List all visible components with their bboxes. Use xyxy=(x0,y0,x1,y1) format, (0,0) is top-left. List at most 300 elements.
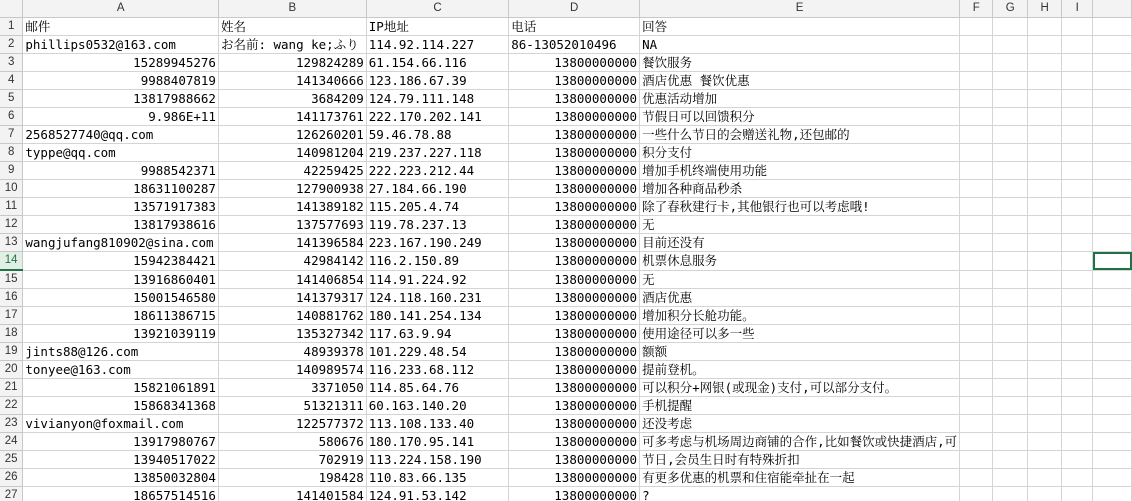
cell-j[interactable] xyxy=(1093,126,1132,144)
cell-h[interactable] xyxy=(1028,343,1062,361)
cell-h[interactable] xyxy=(1028,433,1062,451)
cell-d[interactable]: 13800000000 xyxy=(509,144,640,162)
cell-c[interactable]: 222.170.202.141 xyxy=(366,108,508,126)
row-header[interactable]: 24 xyxy=(0,433,23,451)
cell-d[interactable]: 86-13052010496 xyxy=(509,36,640,54)
cell-a[interactable]: 18657514516 xyxy=(23,487,219,501)
cell-i[interactable] xyxy=(1062,198,1093,216)
cell-a[interactable]: 15868341368 xyxy=(23,397,219,415)
column-header-j[interactable] xyxy=(1093,0,1132,18)
cell-a[interactable]: 2568527740@qq.com xyxy=(23,126,219,144)
cell-a[interactable]: 15942384421 xyxy=(23,252,219,271)
cell-e[interactable]: NA xyxy=(640,36,960,54)
cell-e[interactable]: 一些什么节日的会赠送礼物,还包邮的 xyxy=(640,126,960,144)
column-header-f[interactable]: F xyxy=(960,0,993,18)
cell-i[interactable] xyxy=(1062,469,1093,487)
cell-f[interactable] xyxy=(960,54,993,72)
cell-d[interactable]: 13800000000 xyxy=(509,361,640,379)
cell-i[interactable] xyxy=(1062,397,1093,415)
cell-f[interactable] xyxy=(960,379,993,397)
cell-i[interactable] xyxy=(1062,180,1093,198)
cell-f[interactable] xyxy=(960,198,993,216)
cell-e[interactable]: 除了春秋建行卡,其他银行也可以考虑哦! xyxy=(640,198,960,216)
cell-g[interactable] xyxy=(993,234,1028,252)
cell-f[interactable] xyxy=(960,289,993,307)
cell-g[interactable] xyxy=(993,90,1028,108)
cell-g[interactable] xyxy=(993,397,1028,415)
cell-b[interactable]: 135327342 xyxy=(218,325,366,343)
cell-c[interactable]: 61.154.66.116 xyxy=(366,54,508,72)
cell-d[interactable]: 13800000000 xyxy=(509,126,640,144)
cell-f[interactable] xyxy=(960,433,993,451)
cell-h[interactable] xyxy=(1028,487,1062,501)
cell-j[interactable] xyxy=(1093,379,1132,397)
cell-i[interactable] xyxy=(1062,270,1093,289)
cell-d[interactable]: 13800000000 xyxy=(509,397,640,415)
cell-g[interactable] xyxy=(993,216,1028,234)
cell-b[interactable]: 140981204 xyxy=(218,144,366,162)
cell-j[interactable] xyxy=(1093,361,1132,379)
cell-f[interactable] xyxy=(960,180,993,198)
cell-a[interactable]: 13940517022 xyxy=(23,451,219,469)
cell-a[interactable]: 邮件 xyxy=(23,18,219,36)
cell-c[interactable]: 115.205.4.74 xyxy=(366,198,508,216)
cell-h[interactable] xyxy=(1028,180,1062,198)
cell-d[interactable]: 13800000000 xyxy=(509,415,640,433)
row-header[interactable]: 4 xyxy=(0,72,23,90)
cell-h[interactable] xyxy=(1028,36,1062,54)
cell-j[interactable] xyxy=(1093,72,1132,90)
row-header[interactable]: 19 xyxy=(0,343,23,361)
cell-f[interactable] xyxy=(960,108,993,126)
cell-b[interactable]: 580676 xyxy=(218,433,366,451)
cell-f[interactable] xyxy=(960,126,993,144)
cell-b[interactable]: 3684209 xyxy=(218,90,366,108)
cell-g[interactable] xyxy=(993,54,1028,72)
cell-g[interactable] xyxy=(993,289,1028,307)
cell-j[interactable] xyxy=(1093,270,1132,289)
cell-f[interactable] xyxy=(960,397,993,415)
cell-e[interactable]: 可多考虑与机场周边商铺的合作,比如餐饮或快捷酒店,可 xyxy=(640,433,960,451)
cell-h[interactable] xyxy=(1028,397,1062,415)
cell-c[interactable]: 116.2.150.89 xyxy=(366,252,508,271)
cell-b[interactable]: 141379317 xyxy=(218,289,366,307)
cell-g[interactable] xyxy=(993,307,1028,325)
cell-e[interactable]: 机票休息服务 xyxy=(640,252,960,271)
cell-e[interactable]: 无 xyxy=(640,216,960,234)
cell-d[interactable]: 13800000000 xyxy=(509,433,640,451)
row-header[interactable]: 15 xyxy=(0,270,23,289)
cell-b[interactable]: 137577693 xyxy=(218,216,366,234)
cell-b[interactable]: 140989574 xyxy=(218,361,366,379)
cell-g[interactable] xyxy=(993,379,1028,397)
cell-j[interactable] xyxy=(1093,162,1132,180)
cell-i[interactable] xyxy=(1062,108,1093,126)
active-cell[interactable] xyxy=(1093,252,1132,271)
cell-c[interactable]: 124.91.53.142 xyxy=(366,487,508,501)
cell-b[interactable]: 141396584 xyxy=(218,234,366,252)
cell-c[interactable]: 222.223.212.44 xyxy=(366,162,508,180)
cell-h[interactable] xyxy=(1028,325,1062,343)
row-header[interactable]: 12 xyxy=(0,216,23,234)
cell-i[interactable] xyxy=(1062,325,1093,343)
cell-f[interactable] xyxy=(960,325,993,343)
cell-c[interactable]: 180.170.95.141 xyxy=(366,433,508,451)
cell-e[interactable]: 手机提醒 xyxy=(640,397,960,415)
cell-j[interactable] xyxy=(1093,144,1132,162)
row-header[interactable]: 3 xyxy=(0,54,23,72)
cell-d[interactable]: 13800000000 xyxy=(509,343,640,361)
row-header[interactable]: 23 xyxy=(0,415,23,433)
cell-h[interactable] xyxy=(1028,469,1062,487)
cell-j[interactable] xyxy=(1093,90,1132,108)
column-header-e[interactable]: E xyxy=(640,0,960,18)
cell-i[interactable] xyxy=(1062,234,1093,252)
cell-e[interactable]: ? xyxy=(640,487,960,501)
cell-b[interactable]: 141406854 xyxy=(218,270,366,289)
cell-i[interactable] xyxy=(1062,18,1093,36)
cell-g[interactable] xyxy=(993,198,1028,216)
cell-h[interactable] xyxy=(1028,252,1062,271)
row-header[interactable]: 1 xyxy=(0,18,23,36)
cell-h[interactable] xyxy=(1028,234,1062,252)
cell-d[interactable]: 13800000000 xyxy=(509,54,640,72)
cell-g[interactable] xyxy=(993,469,1028,487)
cell-h[interactable] xyxy=(1028,90,1062,108)
cell-g[interactable] xyxy=(993,72,1028,90)
cell-b[interactable]: 141173761 xyxy=(218,108,366,126)
cell-h[interactable] xyxy=(1028,415,1062,433)
row-header[interactable]: 11 xyxy=(0,198,23,216)
row-header[interactable]: 2 xyxy=(0,36,23,54)
cell-a[interactable]: 13817938616 xyxy=(23,216,219,234)
cell-b[interactable]: 141389182 xyxy=(218,198,366,216)
cell-f[interactable] xyxy=(960,415,993,433)
cell-a[interactable]: vivianyon@foxmail.com xyxy=(23,415,219,433)
cell-f[interactable] xyxy=(960,234,993,252)
cell-a[interactable]: tonyee@163.com xyxy=(23,361,219,379)
cell-f[interactable] xyxy=(960,361,993,379)
cell-d[interactable]: 13800000000 xyxy=(509,234,640,252)
cell-a[interactable]: 18631100287 xyxy=(23,180,219,198)
cell-c[interactable]: 60.163.140.20 xyxy=(366,397,508,415)
cell-h[interactable] xyxy=(1028,270,1062,289)
row-header[interactable]: 10 xyxy=(0,180,23,198)
cell-c[interactable]: 123.186.67.39 xyxy=(366,72,508,90)
cell-c[interactable]: 124.118.160.231 xyxy=(366,289,508,307)
cell-b[interactable]: 198428 xyxy=(218,469,366,487)
cell-j[interactable] xyxy=(1093,198,1132,216)
cell-i[interactable] xyxy=(1062,72,1093,90)
cell-i[interactable] xyxy=(1062,54,1093,72)
cell-c[interactable]: 114.85.64.76 xyxy=(366,379,508,397)
cell-d[interactable]: 13800000000 xyxy=(509,487,640,501)
cell-g[interactable] xyxy=(993,361,1028,379)
cell-j[interactable] xyxy=(1093,289,1132,307)
cell-i[interactable] xyxy=(1062,343,1093,361)
cell-h[interactable] xyxy=(1028,18,1062,36)
cell-a[interactable]: 9988542371 xyxy=(23,162,219,180)
cell-b[interactable]: 48939378 xyxy=(218,343,366,361)
cell-d[interactable]: 13800000000 xyxy=(509,451,640,469)
cell-j[interactable] xyxy=(1093,180,1132,198)
cell-c[interactable]: 119.78.237.13 xyxy=(366,216,508,234)
cell-j[interactable] xyxy=(1093,397,1132,415)
cell-c[interactable]: 180.141.254.134 xyxy=(366,307,508,325)
row-header[interactable]: 16 xyxy=(0,289,23,307)
cell-b[interactable]: 3371050 xyxy=(218,379,366,397)
cell-g[interactable] xyxy=(993,433,1028,451)
cell-h[interactable] xyxy=(1028,162,1062,180)
cell-j[interactable] xyxy=(1093,36,1132,54)
cell-h[interactable] xyxy=(1028,108,1062,126)
cell-f[interactable] xyxy=(960,451,993,469)
cell-a[interactable]: 13921039119 xyxy=(23,325,219,343)
cell-e[interactable]: 积分支付 xyxy=(640,144,960,162)
column-header-i[interactable]: I xyxy=(1062,0,1093,18)
row-header[interactable]: 18 xyxy=(0,325,23,343)
cell-g[interactable] xyxy=(993,162,1028,180)
cell-i[interactable] xyxy=(1062,216,1093,234)
row-header[interactable]: 26 xyxy=(0,469,23,487)
row-header[interactable]: 21 xyxy=(0,379,23,397)
cell-a[interactable]: 9.986E+11 xyxy=(23,108,219,126)
cell-c[interactable]: 27.184.66.190 xyxy=(366,180,508,198)
cell-f[interactable] xyxy=(960,307,993,325)
cell-i[interactable] xyxy=(1062,162,1093,180)
cell-e[interactable]: 增加积分长舱功能。 xyxy=(640,307,960,325)
row-header[interactable]: 13 xyxy=(0,234,23,252)
cell-a[interactable]: 9988407819 xyxy=(23,72,219,90)
cell-g[interactable] xyxy=(993,415,1028,433)
cell-j[interactable] xyxy=(1093,216,1132,234)
cell-g[interactable] xyxy=(993,180,1028,198)
cell-d[interactable]: 13800000000 xyxy=(509,307,640,325)
cell-j[interactable] xyxy=(1093,433,1132,451)
cell-d[interactable]: 13800000000 xyxy=(509,180,640,198)
cell-a[interactable]: wangjufang810902@sina.com xyxy=(23,234,219,252)
cell-g[interactable] xyxy=(993,126,1028,144)
column-header-b[interactable]: B xyxy=(218,0,366,18)
cell-b[interactable]: 702919 xyxy=(218,451,366,469)
cell-i[interactable] xyxy=(1062,36,1093,54)
cell-c[interactable]: 114.92.114.227 xyxy=(366,36,508,54)
cell-d[interactable]: 13800000000 xyxy=(509,270,640,289)
cell-j[interactable] xyxy=(1093,234,1132,252)
cell-d[interactable]: 13800000000 xyxy=(509,289,640,307)
cell-e[interactable]: 优惠活动增加 xyxy=(640,90,960,108)
cell-h[interactable] xyxy=(1028,72,1062,90)
cell-f[interactable] xyxy=(960,487,993,501)
cell-a[interactable]: jints88@126.com xyxy=(23,343,219,361)
cell-i[interactable] xyxy=(1062,126,1093,144)
row-header[interactable]: 7 xyxy=(0,126,23,144)
cell-a[interactable]: 15289945276 xyxy=(23,54,219,72)
cell-g[interactable] xyxy=(993,270,1028,289)
row-header[interactable]: 22 xyxy=(0,397,23,415)
column-header-c[interactable]: C xyxy=(366,0,508,18)
cell-h[interactable] xyxy=(1028,451,1062,469)
cell-j[interactable] xyxy=(1093,469,1132,487)
cell-d[interactable]: 13800000000 xyxy=(509,216,640,234)
row-header[interactable]: 5 xyxy=(0,90,23,108)
cell-e[interactable]: 可以积分+网银(或现金)支付,可以部分支付。 xyxy=(640,379,960,397)
cell-e[interactable]: 回答 xyxy=(640,18,960,36)
cell-i[interactable] xyxy=(1062,144,1093,162)
cell-c[interactable]: 113.224.158.190 xyxy=(366,451,508,469)
cell-e[interactable]: 酒店优惠 xyxy=(640,289,960,307)
cell-h[interactable] xyxy=(1028,126,1062,144)
cell-a[interactable]: phillips0532@163.com xyxy=(23,36,219,54)
cell-d[interactable]: 13800000000 xyxy=(509,90,640,108)
cell-b[interactable]: お名前: wang ke;ふり xyxy=(218,36,366,54)
row-header[interactable]: 17 xyxy=(0,307,23,325)
cell-b[interactable]: 141401584 xyxy=(218,487,366,501)
cell-h[interactable] xyxy=(1028,216,1062,234)
cell-d[interactable]: 13800000000 xyxy=(509,72,640,90)
cell-d[interactable]: 电话 xyxy=(509,18,640,36)
cell-i[interactable] xyxy=(1062,415,1093,433)
cell-g[interactable] xyxy=(993,252,1028,271)
cell-i[interactable] xyxy=(1062,252,1093,271)
cell-c[interactable]: 110.83.66.135 xyxy=(366,469,508,487)
cell-e[interactable]: 无 xyxy=(640,270,960,289)
cell-c[interactable]: 223.167.190.249 xyxy=(366,234,508,252)
cell-j[interactable] xyxy=(1093,54,1132,72)
cell-d[interactable]: 13800000000 xyxy=(509,198,640,216)
cell-c[interactable]: 59.46.78.88 xyxy=(366,126,508,144)
cell-h[interactable] xyxy=(1028,307,1062,325)
cell-b[interactable]: 140881762 xyxy=(218,307,366,325)
column-header-g[interactable]: G xyxy=(993,0,1028,18)
cell-g[interactable] xyxy=(993,343,1028,361)
cell-h[interactable] xyxy=(1028,198,1062,216)
cell-c[interactable]: 113.108.133.40 xyxy=(366,415,508,433)
cell-a[interactable]: 13917980767 xyxy=(23,433,219,451)
cell-c[interactable]: 124.79.111.148 xyxy=(366,90,508,108)
cell-a[interactable]: 18611386715 xyxy=(23,307,219,325)
cell-i[interactable] xyxy=(1062,289,1093,307)
cell-j[interactable] xyxy=(1093,108,1132,126)
cell-e[interactable]: 节假日可以回馈积分 xyxy=(640,108,960,126)
cell-b[interactable]: 42259425 xyxy=(218,162,366,180)
cell-g[interactable] xyxy=(993,487,1028,501)
cell-c[interactable]: 101.229.48.54 xyxy=(366,343,508,361)
cell-f[interactable] xyxy=(960,252,993,271)
cell-e[interactable]: 额额 xyxy=(640,343,960,361)
cell-f[interactable] xyxy=(960,469,993,487)
cell-d[interactable]: 13800000000 xyxy=(509,108,640,126)
cell-a[interactable]: 13571917383 xyxy=(23,198,219,216)
cell-h[interactable] xyxy=(1028,289,1062,307)
cell-a[interactable]: 13850032804 xyxy=(23,469,219,487)
cell-f[interactable] xyxy=(960,72,993,90)
cell-e[interactable]: 提前登机。 xyxy=(640,361,960,379)
row-header[interactable]: 6 xyxy=(0,108,23,126)
cell-i[interactable] xyxy=(1062,487,1093,501)
cell-a[interactable]: 15821061891 xyxy=(23,379,219,397)
cell-b[interactable]: 126260201 xyxy=(218,126,366,144)
cell-e[interactable]: 目前还没有 xyxy=(640,234,960,252)
cell-a[interactable]: typpe@qq.com xyxy=(23,144,219,162)
cell-g[interactable] xyxy=(993,451,1028,469)
cell-e[interactable]: 使用途径可以多一些 xyxy=(640,325,960,343)
cell-c[interactable]: 114.91.224.92 xyxy=(366,270,508,289)
cell-g[interactable] xyxy=(993,325,1028,343)
cell-i[interactable] xyxy=(1062,90,1093,108)
row-header[interactable]: 14 xyxy=(0,252,23,271)
cell-f[interactable] xyxy=(960,144,993,162)
cell-j[interactable] xyxy=(1093,325,1132,343)
cell-d[interactable]: 13800000000 xyxy=(509,162,640,180)
cell-d[interactable]: 13800000000 xyxy=(509,325,640,343)
column-header-d[interactable]: D xyxy=(509,0,640,18)
cell-j[interactable] xyxy=(1093,487,1132,501)
cell-d[interactable]: 13800000000 xyxy=(509,469,640,487)
cell-i[interactable] xyxy=(1062,433,1093,451)
cell-b[interactable]: 141340666 xyxy=(218,72,366,90)
cell-f[interactable] xyxy=(960,270,993,289)
cell-e[interactable]: 还没考虑 xyxy=(640,415,960,433)
cell-c[interactable]: 219.237.227.118 xyxy=(366,144,508,162)
cell-i[interactable] xyxy=(1062,361,1093,379)
cell-a[interactable]: 13916860401 xyxy=(23,270,219,289)
cell-e[interactable]: 节日,会员生日时有特殊折扣 xyxy=(640,451,960,469)
cell-e[interactable]: 增加各种商品秒杀 xyxy=(640,180,960,198)
row-header[interactable]: 9 xyxy=(0,162,23,180)
cell-a[interactable]: 13817988662 xyxy=(23,90,219,108)
cell-h[interactable] xyxy=(1028,379,1062,397)
cell-j[interactable] xyxy=(1093,307,1132,325)
cell-h[interactable] xyxy=(1028,361,1062,379)
cell-j[interactable] xyxy=(1093,18,1132,36)
row-header[interactable]: 25 xyxy=(0,451,23,469)
cell-j[interactable] xyxy=(1093,415,1132,433)
cell-b[interactable]: 127900938 xyxy=(218,180,366,198)
column-header-a[interactable]: A xyxy=(23,0,219,18)
cell-d[interactable]: 13800000000 xyxy=(509,379,640,397)
cell-f[interactable] xyxy=(960,216,993,234)
cell-i[interactable] xyxy=(1062,307,1093,325)
cell-c[interactable]: 116.233.68.112 xyxy=(366,361,508,379)
cell-d[interactable]: 13800000000 xyxy=(509,252,640,271)
row-header[interactable]: 20 xyxy=(0,361,23,379)
cell-h[interactable] xyxy=(1028,144,1062,162)
cell-g[interactable] xyxy=(993,36,1028,54)
cell-f[interactable] xyxy=(960,36,993,54)
column-header-h[interactable]: H xyxy=(1028,0,1062,18)
row-header[interactable]: 27 xyxy=(0,487,23,501)
cell-j[interactable] xyxy=(1093,343,1132,361)
cell-j[interactable] xyxy=(1093,451,1132,469)
cell-e[interactable]: 酒店优惠 餐饮优惠 xyxy=(640,72,960,90)
cell-f[interactable] xyxy=(960,343,993,361)
cell-f[interactable] xyxy=(960,18,993,36)
cell-g[interactable] xyxy=(993,144,1028,162)
cell-i[interactable] xyxy=(1062,451,1093,469)
cell-e[interactable]: 增加手机终端使用功能 xyxy=(640,162,960,180)
cell-c[interactable]: 117.63.9.94 xyxy=(366,325,508,343)
cell-e[interactable]: 有更多优惠的机票和住宿能牵扯在一起 xyxy=(640,469,960,487)
cell-e[interactable]: 餐饮服务 xyxy=(640,54,960,72)
select-all-corner[interactable] xyxy=(0,0,23,18)
cell-a[interactable]: 15001546580 xyxy=(23,289,219,307)
cell-g[interactable] xyxy=(993,108,1028,126)
cell-g[interactable] xyxy=(993,18,1028,36)
cell-b[interactable]: 姓名 xyxy=(218,18,366,36)
cell-i[interactable] xyxy=(1062,379,1093,397)
cell-b[interactable]: 129824289 xyxy=(218,54,366,72)
